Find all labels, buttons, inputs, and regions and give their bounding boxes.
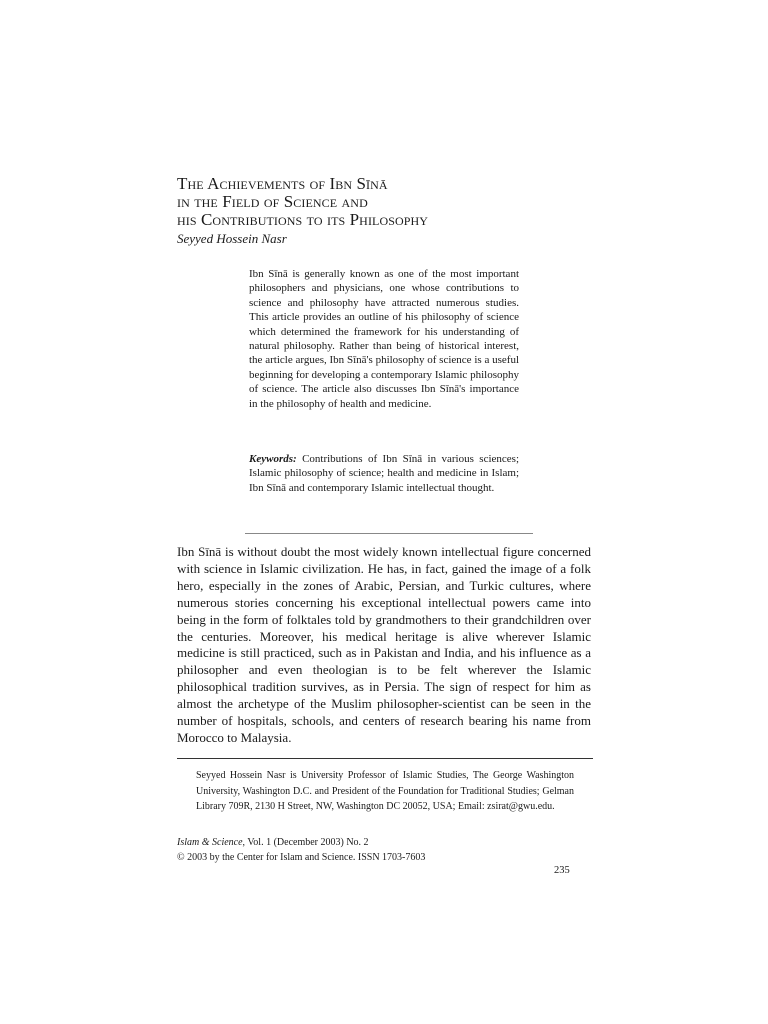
article-header bbox=[177, 175, 597, 247]
abstract: Ibn Sīnā is generally known as one of the most important philosophers and physicians, one whose contributions to science and philosophy have attracted numerous studies. This article provides an outline of his philosophy of science which determined the framework for his understanding of natural philosophy. Rather than being of historical interest, the article argues, Ibn Sīnā's philosophy of science is a useful beginning for developing a contemporary Islamic philosophy of science. The article also discusses Ibn Sīnā's importance in the philosophy of health and medicine. bbox=[249, 268, 519, 410]
page-number: 235 bbox=[554, 865, 570, 876]
journal-info bbox=[177, 836, 597, 865]
journal-volume: , Vol. 1 (December 2003) No. 2 bbox=[242, 837, 369, 848]
keywords bbox=[249, 452, 519, 495]
article-title-line-1: The Achievements of Ibn Sīnā bbox=[177, 174, 388, 193]
abstract-divider bbox=[245, 533, 533, 534]
keywords-text: Contributions of Ibn Sīnā in various sciences; Islamic philosophy of science; health and medicine in Islam; Ibn Sīnā and contemporary Islamic intellectual thought. bbox=[249, 453, 519, 494]
copyright-line: © 2003 by the Center for Islam and Science. ISSN 1703-7603 bbox=[177, 851, 426, 863]
article-title-line-2: in the Field of Science and bbox=[177, 192, 368, 211]
body-paragraph: Ibn Sīnā is without doubt the most widely known intellectual figure concerned with science in Islamic civilization. He has, in fact, gained the image of a folk hero, especially in the zones of Arabic, Persian, and Turkic cultures, where numerous stories concerning his exceptional intellectual powers came into being in the form of folktales told by grandmothers to their grandchildren over the centuries. Moreover, his medical heritage is alive wherever Islamic medicine is still practiced, such as in Pakistan and India, and his influence as a philosopher and even theologian is to be felt wherever the Islamic philosophical tradition survives, as in Persia. The sign of respect for him as almost the archetype of the Muslim philosopher-scientist can be seen in the number of hospitals, schools, and centers of research bearing his name from Morocco to Malaysia. bbox=[177, 544, 591, 745]
article-title-line-3: his Contributions to its Philosophy bbox=[177, 210, 429, 229]
author-footnote: Seyyed Hossein Nasr is University Professor of Islamic Studies, The George Washington University, Washington D.C. and President of the Foundation for Traditional Studies; Gelman Library 709R, 2130 H Street, NW, Washington DC 20052, USA; Email: zsirat@gwu.edu. bbox=[196, 770, 574, 812]
author-name: Seyyed Hossein Nasr bbox=[177, 231, 287, 246]
footnote-divider bbox=[177, 758, 593, 759]
journal-name: Islam & Science bbox=[177, 837, 243, 848]
keywords-label: Keywords: bbox=[249, 453, 297, 465]
journal-citation bbox=[177, 836, 597, 851]
